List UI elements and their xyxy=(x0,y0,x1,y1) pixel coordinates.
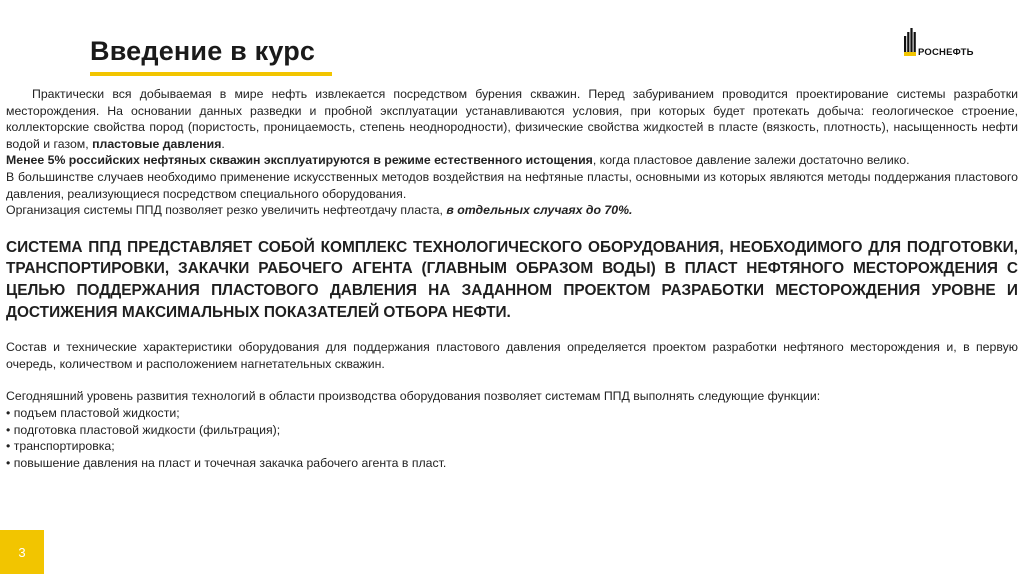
bold-phrase: пластовые давления xyxy=(92,136,222,151)
bold-phrase: Менее 5% российских нефтяных скважин эксплуатируются в режиме естественного истощения xyxy=(6,153,593,168)
list-item: • транспортировка; xyxy=(6,439,115,454)
page-number: 3 xyxy=(0,530,44,574)
paragraph-methods: В большинстве случаев необходимо применение искусственных методов воздействия на нефтяные пласты, основными из которых являются методы поддержания пластового давления, реализующиеся посредством специального оборудования. xyxy=(6,169,1018,201)
logo-text: РОСНЕФТЬ xyxy=(918,47,974,58)
paragraph-equipment: Состав и технические характеристики оборудования для поддержания пластового давления определяется проектом разработки нефтяного месторождения и, в первую очередь, количеством и расположением нагнетательных скважин. xyxy=(6,340,1018,371)
title-underline xyxy=(90,72,332,76)
list-item: • подготовка пластовой жидкости (фильтрация); xyxy=(6,422,281,437)
bold-italic-phrase: в отдельных случаях до 70%. xyxy=(446,203,633,218)
slide-title-block xyxy=(90,34,315,68)
paragraph-depletion: Менее 5% российских нефтяных скважин эксплуатируются в режиме естественного истощения, когда пластовое давление залежи достаточно велико. xyxy=(6,153,910,168)
functions-block xyxy=(6,388,1018,471)
definition-caps: СИСТЕМА ППД ПРЕДСТАВЛЯЕТ СОБОЙ КОМПЛЕКС ТЕХНОЛОГИЧЕСКОГО ОБОРУДОВАНИЯ, НЕОБХОДИМОГО ДЛЯ ПОДГОТОВКИ, ТРАНСПОРТИРОВКИ, ЗАКАЧКИ РАБОЧЕГО АГЕНТА (ГЛАВНЫМ ОБРАЗОМ ВОДЫ) В ПЛАСТ НЕФТЯНОГО МЕСТОРОЖДЕНИЯ С ЦЕЛЬЮ ПОДДЕРЖАНИЯ ПЛАСТОВОГО ДАВЛЕНИЯ НА ЗАДАННОМ ПРОЕКТОМ РАЗРАБОТКИ МЕСТОРОЖДЕНИЯ УРОВНЕ И ДОСТИЖЕНИЯ МАКСИМАЛЬНЫХ ПОКАЗАТЕЛЕЙ ОТБОРА НЕФТИ. xyxy=(6,238,1018,321)
paragraph-ppd: Организация системы ППД позволяет резко увеличить нефтеотдачу пласта, в отдельных случаях до 70%. xyxy=(6,203,633,218)
paragraph-intro: Практически вся добываемая в мире нефть извлекается посредством бурения скважин. Перед забуриванием проводится проектирование системы разработки месторождения. На основании данных разведки и пробной эксплуатации устанавливаются условия, при которых будет протекать добыча: геологическое строение, коллекторские свойства пород (пористость, проницаемость, степень неоднородности), физические свойства жидкостей в пласте (вязкость, плотность), насыщенность нефти водой и газом, пластовые давления. xyxy=(6,87,1018,151)
slide-body xyxy=(6,86,1018,471)
rosneft-logo xyxy=(904,28,994,62)
functions-intro: Сегодняшний уровень развития технологий в области производства оборудования позволяет системам ППД выполнять следующие функции: xyxy=(6,389,821,404)
list-item: • подъем пластовой жидкости; xyxy=(6,405,180,420)
slide-title: Введение в курс xyxy=(90,36,316,66)
rosneft-logo-icon xyxy=(904,28,918,58)
list-item: • повышение давления на пласт и точечная закачка рабочего агента в пласт. xyxy=(6,455,447,470)
